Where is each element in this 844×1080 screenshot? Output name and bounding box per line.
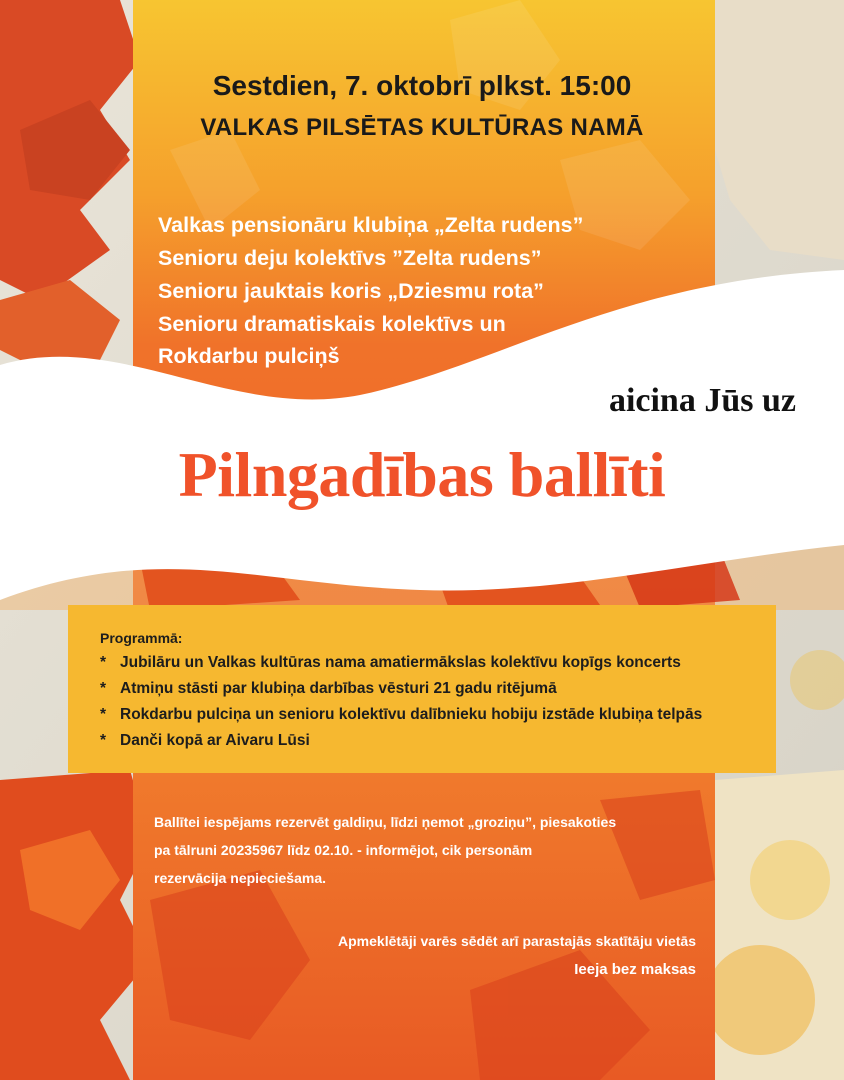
seating-note: Apmeklētāji varēs sēdēt arī parastajās skatītāju vietās xyxy=(338,933,696,949)
organizer-line: Senioru deju kolektīvs ”Zelta rudens” xyxy=(158,246,542,270)
reservation-line: pa tālruni 20235967 līdz 02.10. - informējot, cik personām xyxy=(154,842,533,858)
program-item xyxy=(100,680,557,698)
bullet-star: * xyxy=(100,732,107,749)
reservation-info xyxy=(154,808,734,892)
program-item xyxy=(100,706,702,724)
invitation-text: aicina Jūs uz xyxy=(608,382,796,419)
bullet-star: * xyxy=(100,706,107,723)
program-title: Programmā: xyxy=(100,630,183,646)
bullet-star: * xyxy=(100,654,107,671)
bullet-star: * xyxy=(100,680,107,697)
program-item-text: Danči kopā ar Aivaru Lūsi xyxy=(120,732,310,749)
reservation-line: Ballītei iespējams rezervēt galdiņu, līdzi ņemot „groziņu”, piesakoties xyxy=(154,814,617,830)
event-venue: VALKAS PILSĒTAS KULTŪRAS NAMĀ xyxy=(200,114,644,141)
party-title: Pilngadības ballīti xyxy=(178,439,666,510)
organizer-line: Valkas pensionāru klubiņa „Zelta rudens” xyxy=(158,213,584,237)
organizer-line: Senioru dramatiskais kolektīvs un xyxy=(158,312,506,336)
entry-note: Ieeja bez maksas xyxy=(574,961,696,978)
program-item xyxy=(100,654,681,672)
reservation-line: rezervācija nepieciešama. xyxy=(154,870,327,886)
event-date-time: Sestdien, 7. oktobrī plkst. 15:00 xyxy=(212,70,632,101)
program-item-text: Jubilāru un Valkas kultūras nama amatiermākslas kolektīvu kopīgs koncerts xyxy=(120,654,681,671)
program-item xyxy=(100,732,310,750)
program-item-text: Rokdarbu pulciņa un senioru kolektīvu dalībnieku hobiju izstāde klubiņa telpās xyxy=(120,706,703,723)
organizer-line: Rokdarbu pulciņš xyxy=(158,344,340,368)
program-item-text: Atmiņu stāsti par klubiņa darbības vēsturi 21 gadu ritējumā xyxy=(120,680,557,697)
organizer-line: Senioru jauktais koris „Dziesmu rota” xyxy=(158,279,544,303)
